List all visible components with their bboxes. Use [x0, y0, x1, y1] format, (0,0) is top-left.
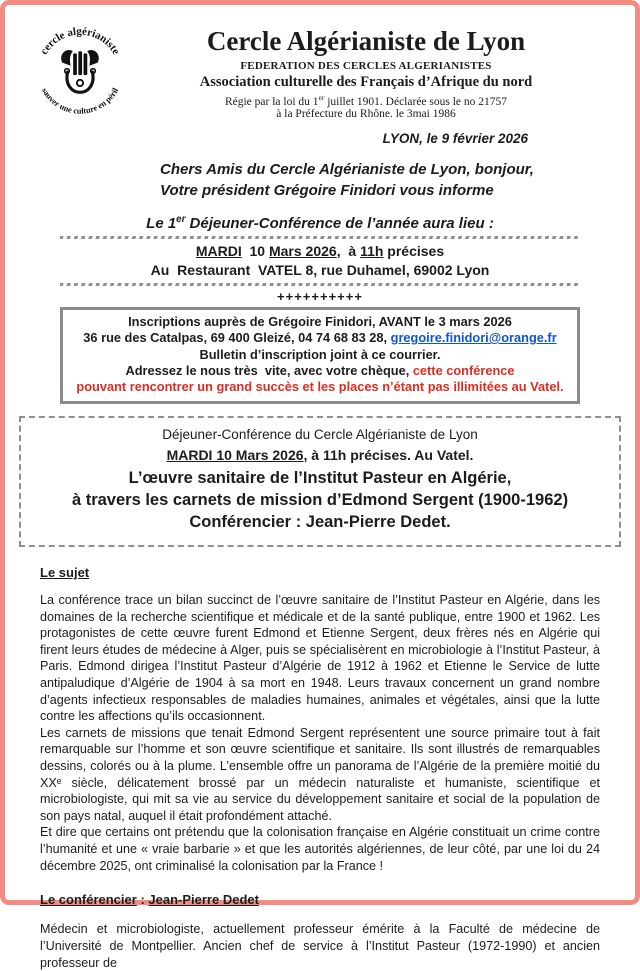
event-heading-superscript: er	[176, 214, 186, 226]
registration-line-4-red: cette conférence	[412, 362, 515, 378]
prefecture-line: à la Préfecture du Rhône. le 3mai 1986	[276, 107, 456, 120]
association-line: Association culturelle des Français d’Afrique du nord	[199, 73, 533, 90]
event-heading-text-cont: Déjeuner-Conférence de l’année aura lieu :	[185, 215, 494, 233]
legal-line-text: Régie par la loi du 1	[224, 95, 319, 108]
dateline: LYON, le 9 février 2026	[382, 131, 528, 146]
legal-line-superscript: er	[318, 92, 325, 102]
subject-heading-text: Le sujet	[40, 564, 90, 580]
registration-box	[60, 307, 580, 404]
event-datetime	[40, 242, 600, 260]
logo-bottom-arc-text: sauver une culture en péril	[39, 86, 121, 116]
registration-address: 36 rue des Catalpas, 69 400 Gleizé, 04 74 68 83 28,	[83, 330, 391, 346]
event-month-year: Mars 2026	[268, 243, 337, 260]
event-datetime-text-2: , à	[336, 243, 361, 260]
speaker-heading-separator: :	[136, 892, 149, 908]
greeting	[160, 160, 600, 201]
registration-line-1: Inscriptions auprès de Grégoire Finidori, AVANT le 3 mars 2026	[128, 313, 512, 329]
event-datetime-text-3: précises	[383, 243, 445, 260]
plus-separator: ++++++++++	[277, 288, 363, 304]
speaker-heading	[40, 892, 600, 907]
speaker-heading-name: Jean-Pierre Dedet	[148, 892, 259, 908]
speaker-heading-label: Le conférencier	[40, 892, 137, 908]
speaker-paragraph-1: Médecin et microbiologiste, actuellement professeur émérite à la Faculté de médecine de l’Université de Montpellier. Ancien chef de service à l’Institut Pasteur (1972-1990) et ancien professeur de	[40, 922, 600, 970]
letterhead	[40, 19, 600, 123]
conference-date	[51, 447, 589, 463]
conference-title-line-1: L’œuvre sanitaire de l’Institut Pasteur en Algérie,	[128, 468, 512, 487]
subject-paragraph-3: Et dire que certains ont prétendu que la colonisation française en Algérie constituait un crime contre l’humanité et une « vraie barbarie » et que les autorités algériennes, de leur côté, par une loi du 24 décembre 2025, ont criminalisé la colonisation par la France !	[40, 825, 600, 873]
dashed-divider-top	[60, 236, 580, 239]
cercle-algerianiste-logo	[28, 19, 132, 123]
svg-text:sauver une culture en péril	[40, 86, 121, 116]
letter-body	[40, 565, 600, 971]
organization-title: Cercle Algérianiste de Lyon	[206, 26, 526, 56]
masthead	[132, 27, 600, 120]
stamp-logo-icon	[28, 19, 132, 123]
registration-line-4	[71, 363, 569, 379]
hamsa-hand-icon	[61, 50, 99, 92]
logo-top-arc-text: cercle algérianiste	[38, 25, 122, 57]
legal-line-text-cont: juillet 1901. Déclarée sous le no 21757	[324, 95, 508, 108]
conference-date-rest: , à 11h précises. Au Vatel.	[303, 446, 474, 463]
registration-line-5: pouvant rencontrer un grand succès et les places n’étant pas illimitées au Vatel.	[76, 379, 564, 395]
conference-title-line-2: à travers les carnets de mission d’Edmond Sergent (1900-1962)	[71, 490, 569, 509]
event-datetime-text: 10	[241, 243, 269, 260]
event-location: Au Restaurant VATEL 8, rue Duhamel, 69002 Lyon	[150, 261, 490, 278]
conference-intro: Déjeuner-Conférence du Cercle Algérianiste de Lyon	[162, 426, 478, 442]
registration-line-3: Bulletin d’inscription joint à ce courrier.	[199, 346, 441, 362]
legal-registration-line	[132, 93, 600, 108]
greeting-line-1: Chers Amis du Cercle Algérianiste de Lyon, bonjour,	[160, 161, 534, 178]
event-hour: 11h	[360, 243, 384, 260]
subject-heading	[40, 565, 600, 580]
federation-line: FEDERATION DES CERCLES ALGERIANISTES	[240, 59, 492, 72]
event-heading-text: Le 1	[146, 215, 177, 233]
conference-announcement	[19, 416, 621, 547]
event-heading	[40, 214, 600, 232]
greeting-line-2: Votre président Grégoire Finidori vous informe	[160, 181, 494, 199]
dashed-divider-bottom	[60, 283, 580, 286]
conference-speaker-line: Conférencier : Jean-Pierre Dedet.	[189, 512, 451, 531]
registration-line-2	[71, 330, 569, 346]
subject-paragraph-2: Les carnets de missions que tenait Edmond Sergent représentent une source primaire tout à fait remarquable sur l’homme et son œuvre scientifique et sanitaire. Ils sont illustrés de remarquables dessins, colorés ou à la plume. L’ensemble offre un panorama de l’Algérie de la première moitié du XXᵉ siècle, délicatement brossé par un médecin naturaliste et humaniste, scientifique et microbiologiste, qui mit sa vie au service du développement sanitaire et social de la population de son pays natal, auquel il était profondément attaché.	[40, 725, 600, 823]
event-day: MARDI	[195, 243, 242, 260]
subject-paragraph-1: La conférence trace un bilan succinct de l’œuvre sanitaire de l’Institut Pasteur en Algérie, dans les domaines de la recherche scientifique et médicale et de la santé publique, entre 1900 et 1962. Les protagonistes de cette œuvre furent Edmond et Etienne Sergent, deux frères nés en Algérie qui firent leurs études de médecine à Alger, puis se spécialisèrent en microbiologie à l’Institut Pasteur, à Paris. Edmond dirigea l’Institut Pasteur d’Algérie de 1912 à 1962 et Etienne le Service de lutte antipaludique d’Algérie de 1904 à sa mort en 1948. Leurs travaux concernent un grand nombre d’agents infectieux responsables de maladies humaines, animales et végétales, ainsi que la lutte contre les affections qu’ils occasionnent.	[40, 592, 600, 724]
registration-line-4-black: Adressez le nous très vite, avec votre chèque,	[125, 362, 413, 378]
email-link[interactable]: gregoire.finidori@orange.fr	[390, 330, 557, 346]
conference-date-underlined: MARDI 10 Mars 2026	[166, 446, 304, 463]
